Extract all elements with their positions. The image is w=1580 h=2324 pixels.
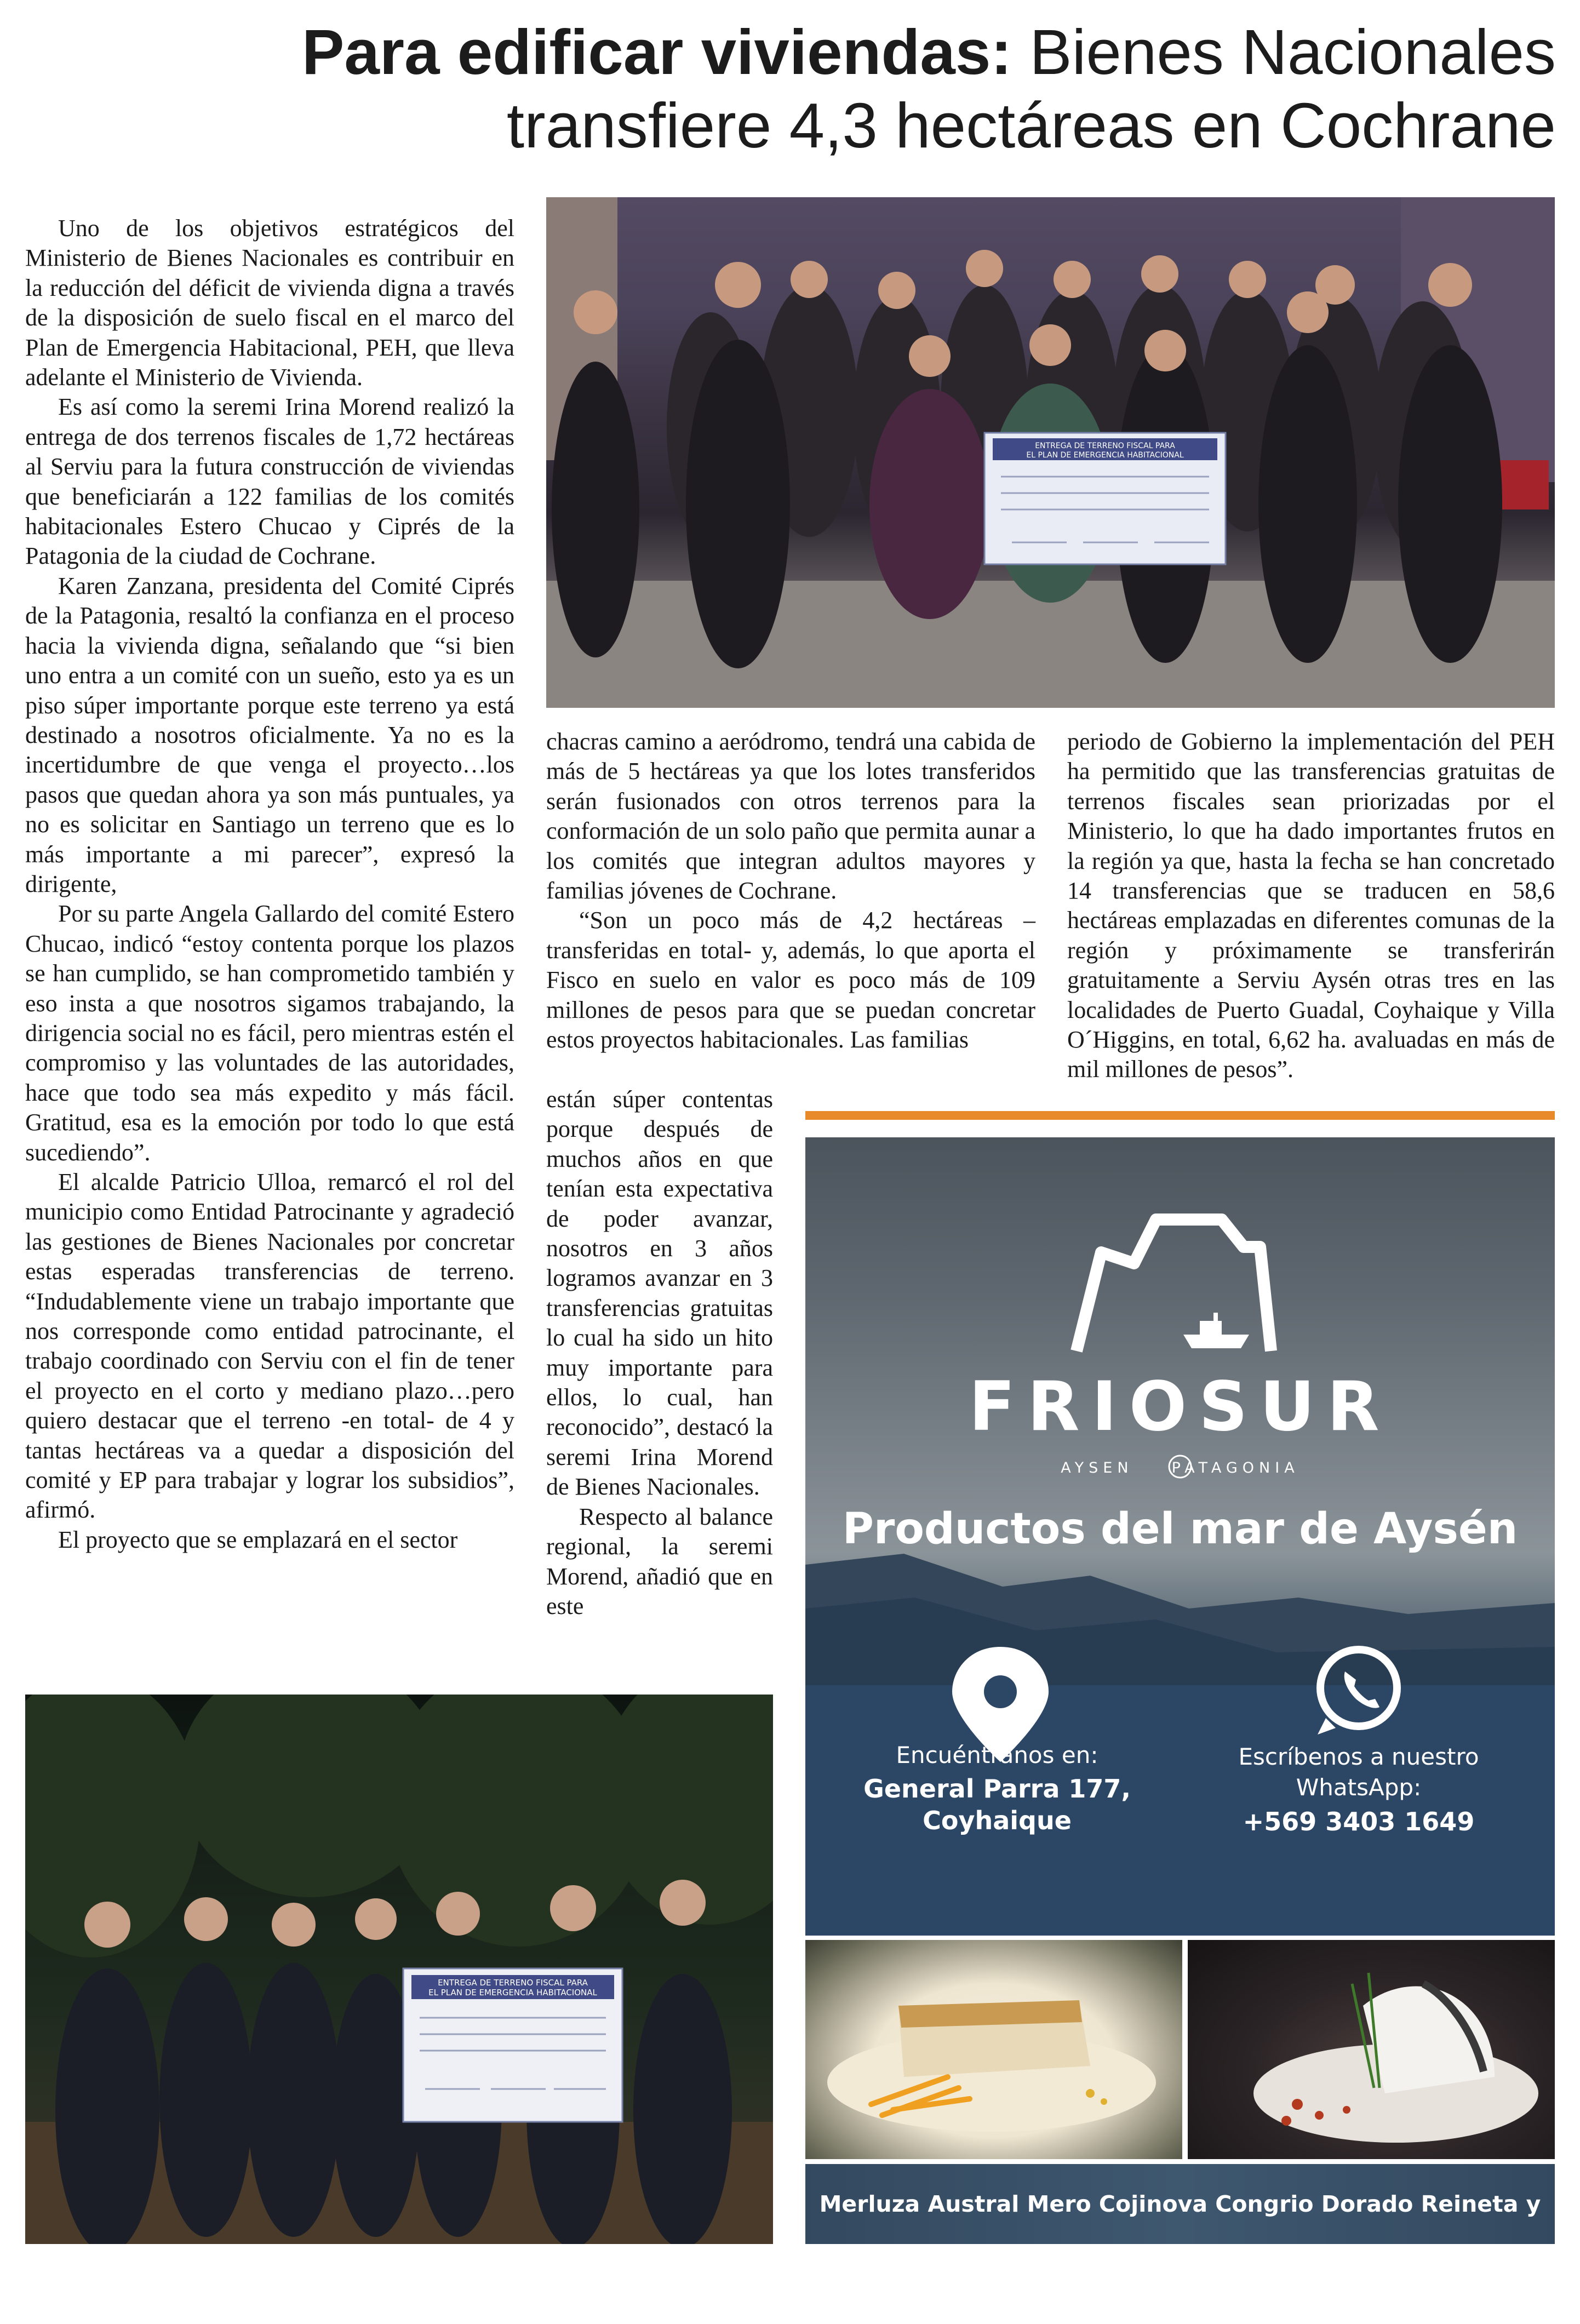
fish-dish-photo-2 — [1188, 1940, 1555, 2159]
headline-rest: Bienes Nacionales — [1029, 16, 1556, 88]
headline-line-1 — [164, 15, 1556, 89]
article-paragraph: Karen Zanzana, presidenta del Comité Ciprés de la Patagonia, resaltó la confianza en el proceso hacia la vivienda digna, señalando que “si bien uno entra a un comité con un sueño, esto ya es un piso súper importante porque este terreno ya está destinado a nosotros oficialmente. Ya no es la incertidumbre de que venga el proyecto…los pasos que quedan ahora ya son más puntuales, ya no es solicitar en Santiago un terreno que es lo más importante a mi parecer”, expresó la dirigente, — [25, 572, 514, 897]
ad-tagline: Productos del mar de Aysén — [842, 1504, 1518, 1554]
article-paragraph: El alcalde Patricio Ulloa, remarcó el rol del municipio como Entidad Patrocinante y agradeció las gestiones de Bienes Nacionales por concretar estas esperadas transferencias de terreno. “Indudablemente viene un trabajo importante que nos corresponde como entidad patrocinante, el trabajo coordinado con Serviu con el fin de tener el proyecto en el corto y mediano plazo…pero quiero destacar que el terreno -en total- de 4 y tantas hectáreas va a quedar a disposición del comité y EP para trabajar y lograr los subsidios”, afirmó. — [25, 1169, 514, 1524]
article-paragraph: periodo de Gobierno la implementación del PEH ha permitido que las transferencias gratuitas de terrenos fiscales sean priorizadas por el Ministerio, lo que ha dado importantes frutos en la región ya que, hasta la fecha se han concretado 14 transferencias que se traducen en 58,6 hectáreas emplazadas en diferentes comunas de la región y próximamente se transferirán gratuitamente a Serviu Aysén otras tres en las localidades de Puerto Guadal, Coyhaique y Villa O´Higgins, en total, 6,62 ha. avaluadas en más de mil millones de pesos”. — [1067, 728, 1555, 1083]
store-address — [849, 1773, 1145, 1836]
friosur-logo-text: FRIOSUR — [969, 1367, 1392, 1446]
fish-list-bar: Merluza Austral Mero Cojinova Congrio Dorado Reineta y más — [805, 2164, 1555, 2244]
headline-bold: Para edificar viviendas: — [301, 16, 1012, 88]
article-column-2-narrow — [546, 1085, 773, 1621]
brand-sub-right: PATAGONIA — [1171, 1459, 1300, 1476]
headline-line-2: transfiere 4,3 hectáreas en Cochrane — [506, 90, 1556, 161]
group-photo-outdoor-drawing — [25, 1695, 773, 2244]
photo2-sign-line-1: ENTREGA DE TERRENO FISCAL PARA — [438, 1978, 588, 1988]
group-photo-indoor — [546, 197, 1555, 708]
whatsapp-number: +569 3403 1649 — [1243, 1807, 1475, 1836]
article-paragraph: chacras camino a aeródromo, tendrá una cabida de más de 5 hectáreas ya que los lotes transferidos serán fusionados con otros terrenos para la conformación de un solo paño que permita aunar a los comités que integran adultos mayores y familias jóvenes de Cochrane. — [546, 728, 1035, 905]
brand-subtitle — [805, 1459, 1555, 1476]
brand-sub-left: AYSEN — [1061, 1459, 1134, 1476]
photo1-sign-line-1: ENTREGA DE TERRENO FISCAL PARA — [1035, 442, 1175, 450]
whatsapp-label-line-2: WhatsApp: — [1296, 1774, 1422, 1801]
address-line-1: General Parra 177, — [863, 1774, 1131, 1804]
article-paragraph: “Son un poco más de 4,2 hectáreas –transferidas en total- y, además, lo que aporta el Fisco en suelo en valor es poco más de 109 millones de pesos para que se puedan concretar estos proyectos habitacionales. Las familias — [546, 907, 1035, 1054]
whatsapp-label-line-1: Escríbenos a nuestro — [1238, 1743, 1479, 1770]
article-paragraph: Es así como la seremi Irina Morend realizó la entrega de dos terrenos fiscales de 1,72 hectáreas al Serviu para la futura construcción de viviendas que beneficiarán a 122 familias de los comités habitacionales Estero Chucao y Ciprés de la Patagonia de la ciudad de Cochrane. — [25, 393, 514, 570]
article-paragraph: El proyecto que se emplazará en el sector — [58, 1526, 458, 1553]
headline — [164, 15, 1556, 162]
article-paragraph: están súper contentas porque después de muchos años en que tenían esta expectativa de poder avanzar, nosotros en 3 años logramos avanzar en 3 transferencias gratuitas lo cual ha sido un hito muy importante para ellos, lo cual, han reconocido”, destacó la seremi Irina Morend de Bienes Nacionales. — [546, 1086, 773, 1501]
location-label: Encuéntranos en: — [896, 1742, 1098, 1768]
photo2-sign-line-2: EL PLAN DE EMERGENCIA HABITACIONAL — [428, 1988, 597, 1997]
friosur-advertisement — [805, 1137, 1555, 1936]
whatsapp-label — [1189, 1742, 1529, 1803]
fish-dish-photo-1 — [805, 1940, 1182, 2159]
fish-dish-1-drawing — [805, 1940, 1182, 2159]
group-photo-indoor-drawing — [546, 197, 1555, 708]
address-line-2: Coyhaique — [923, 1806, 1072, 1835]
article-column-3 — [1067, 727, 1555, 1085]
article-paragraph: Respecto al balance regional, la seremi Morend, añadió que en este — [546, 1503, 773, 1619]
article-column-1 — [25, 214, 514, 1555]
article-column-2 — [546, 727, 1035, 1055]
fish-dish-2-drawing — [1188, 1940, 1555, 2159]
ad-divider — [805, 1111, 1555, 1120]
photo1-sign-line-2: EL PLAN DE EMERGENCIA HABITACIONAL — [1026, 451, 1184, 460]
article-paragraph: Por su parte Angela Gallardo del comité Estero Chucao, indicó “estoy contenta porque los plazos se han cumplido, se han comprometido también y eso insta a que nosotros sigamos trabajando, la dirigencia social no es fácil, pero mientras estén el compromiso y las voluntades de las autoridades, hace que todo sea más expedito y más fácil. Gratitud, esa es la emoción por todo lo que está sucediendo”. — [25, 900, 514, 1166]
article-paragraph: Uno de los objetivos estratégicos del Ministerio de Bienes Nacionales es contribuir en la reducción del déficit de vivienda digna a través de la disposición de suelo fiscal en el marco del Plan de Emergencia Habitacional, PEH, que lleva adelante el Ministerio de Vivienda. — [25, 215, 514, 391]
group-photo-outdoor — [25, 1695, 773, 2244]
